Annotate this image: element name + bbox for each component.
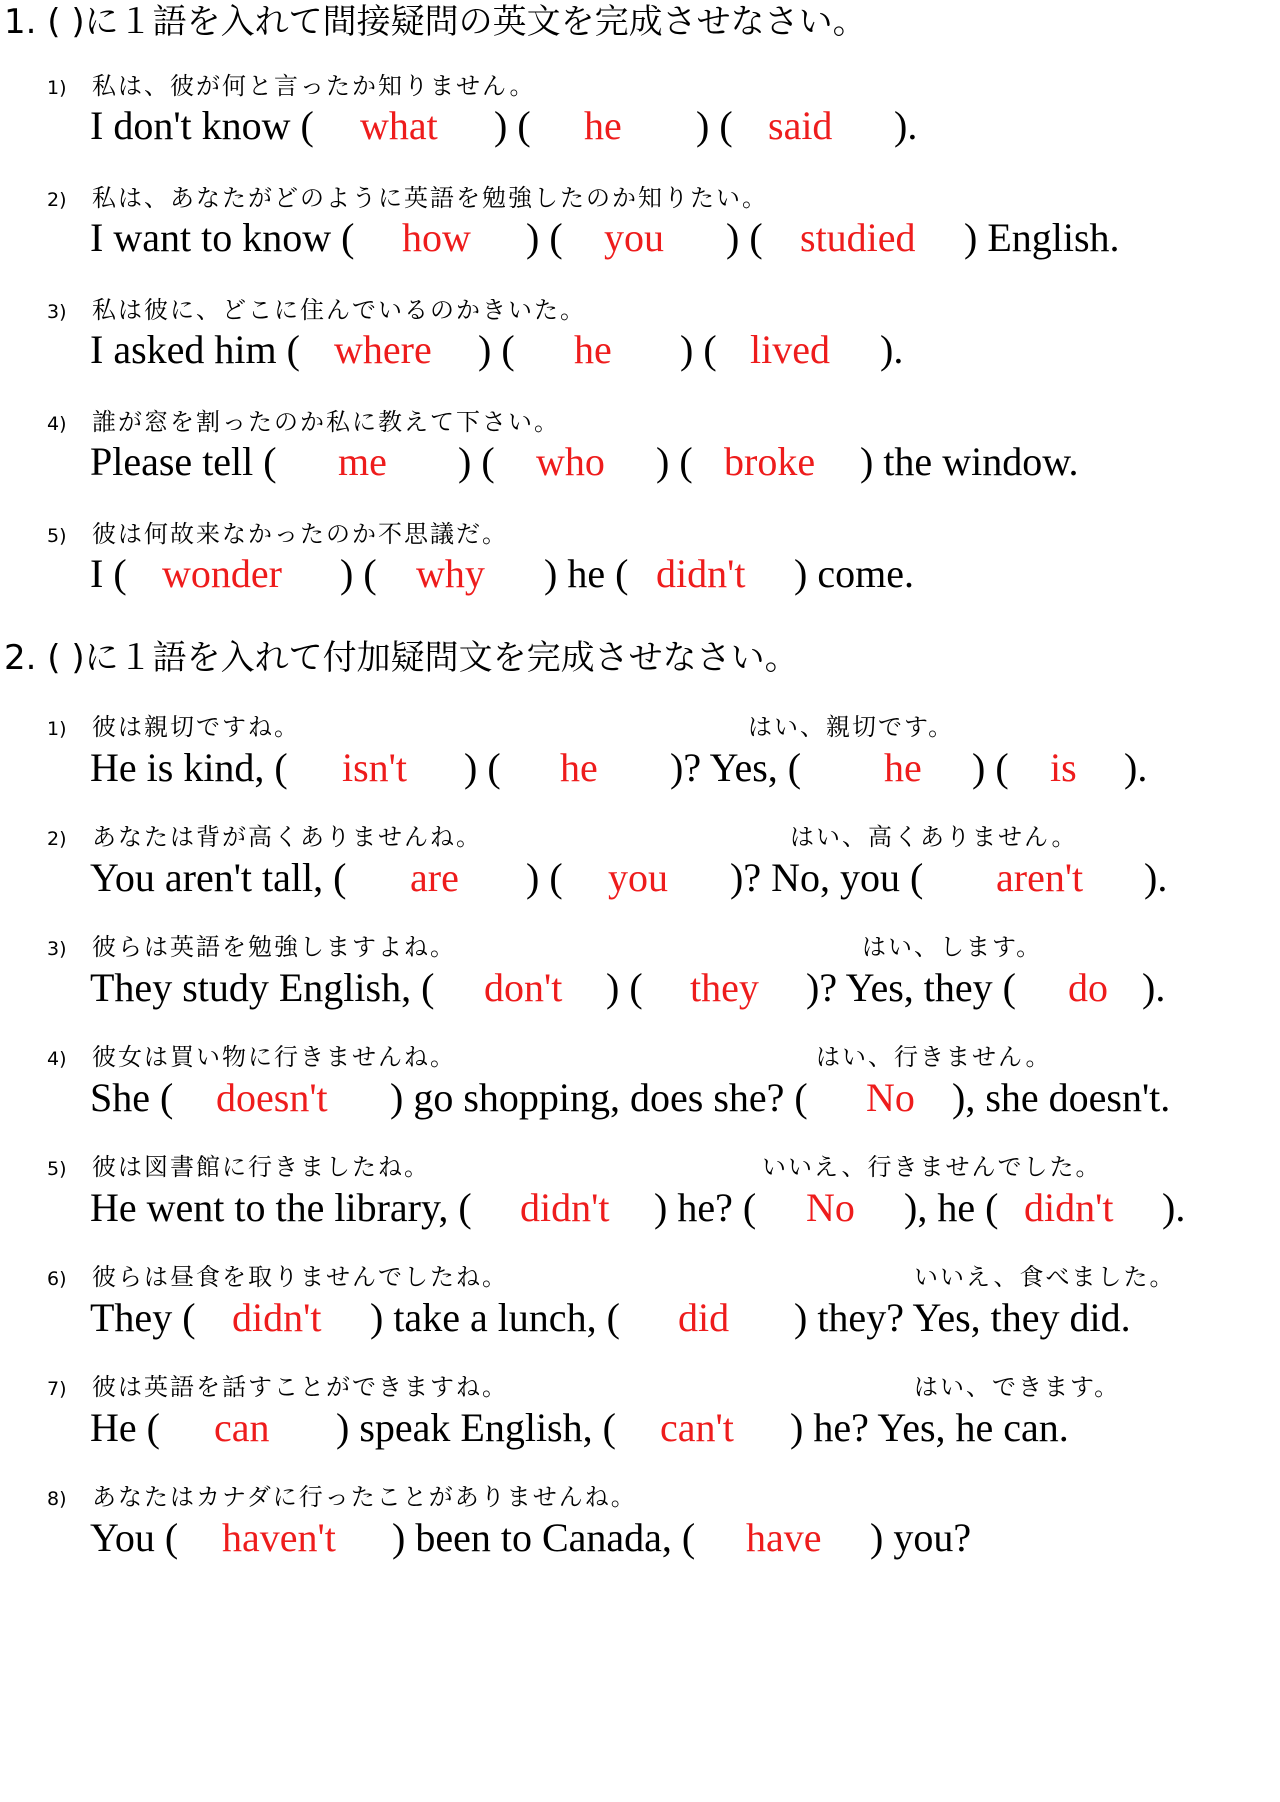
japanese-prompt: 私は彼に、どこに住んでいるのかきいた。 [92, 296, 586, 324]
item-number: 3) [47, 938, 67, 960]
sentence-text: ) ( [670, 327, 727, 372]
answer-word: they [690, 965, 759, 1010]
item-number: 1) [47, 77, 67, 99]
sentence-text: ) ( [330, 551, 387, 596]
sentence-text: I asked him ( [90, 327, 310, 372]
answer-word: can't [660, 1405, 734, 1450]
item-number: 7) [47, 1378, 67, 1400]
sentence-text: ) ( [596, 965, 653, 1010]
english-sentence [90, 1514, 972, 1802]
sentence-text: They ( [90, 1295, 206, 1340]
answer-word: haven't [222, 1515, 336, 1560]
japanese-prompt: 彼は親切ですね。 [92, 713, 300, 741]
answer-word: me [338, 439, 387, 484]
answer-word: didn't [232, 1295, 322, 1340]
answer-word: he [884, 745, 922, 790]
answer-word: why [416, 551, 485, 596]
sentence-text: ) ( [716, 215, 773, 260]
answer-word: broke [724, 439, 816, 484]
japanese-prompt: 彼は英語を話すことができますね。 [92, 1373, 508, 1401]
answer-word: No [806, 1185, 855, 1230]
sentence-text: )? Yes, ( [660, 745, 812, 790]
japanese-prompt: 彼らは英語を勉強しますよね。 [92, 933, 456, 961]
item-number: 5) [47, 525, 67, 547]
sentence-text: ) speak English, ( [326, 1405, 626, 1450]
sentence-text: ). [1134, 855, 1168, 900]
answer-word: where [334, 327, 432, 372]
sentence-text: ). [1114, 745, 1148, 790]
answer-word: doesn't [216, 1075, 328, 1120]
sentence-text: ) ( [646, 439, 703, 484]
answer-word: isn't [342, 745, 407, 790]
item-number: 2) [47, 189, 67, 211]
sentence-text: I want to know ( [90, 215, 365, 260]
sentence-text: I ( [90, 551, 137, 596]
answer-word: have [746, 1515, 822, 1560]
sentence-text: ) the window. [850, 439, 1079, 484]
item-number: 1) [47, 718, 67, 740]
sentence-text: ) ( [516, 215, 573, 260]
answer-word: can [214, 1405, 270, 1450]
sentence-text: He ( [90, 1405, 170, 1450]
sentence-text: You ( [90, 1515, 189, 1560]
sentence-text: ). [1152, 1185, 1186, 1230]
sentence-text: ). [884, 103, 918, 148]
answer-word: is [1050, 745, 1077, 790]
japanese-answer-prompt: はい、行きません。 [816, 1043, 1052, 1071]
sentence-text: ) he? ( [644, 1185, 767, 1230]
answer-word: he [584, 103, 622, 148]
sentence-text: ) he ( [534, 551, 639, 596]
answer-word: studied [800, 215, 916, 260]
japanese-answer-prompt: はい、親切です。 [748, 713, 955, 741]
japanese-answer-prompt: いいえ、行きませんでした。 [762, 1153, 1102, 1181]
answer-word: said [768, 103, 833, 148]
sentence-text: ) ( [484, 103, 541, 148]
sentence-text: ) ( [962, 745, 1019, 790]
japanese-prompt: 彼女は買い物に行きませんね。 [92, 1043, 456, 1071]
japanese-prompt: 彼は何故来なかったのか不思議だ。 [92, 520, 508, 548]
sentence-text: ) you? [860, 1515, 972, 1560]
item-number: 2) [47, 828, 67, 850]
sentence-text: ), he ( [894, 1185, 1009, 1230]
item-number: 4) [47, 1048, 67, 1070]
japanese-prompt: 私は、あなたがどのように英語を勉強したのか知りたい。 [92, 184, 768, 212]
sentence-text: ) go shopping, does she? ( [380, 1075, 818, 1120]
answer-word: what [360, 103, 438, 148]
japanese-prompt: 私は、彼が何と言ったか知りません。 [92, 72, 536, 100]
answer-word: No [866, 1075, 915, 1120]
sentence-text: ). [870, 327, 904, 372]
answer-word: how [402, 215, 471, 260]
japanese-prompt: あなたは背が高くありませんね。 [92, 823, 482, 851]
sentence-text: I don't know ( [90, 103, 324, 148]
answer-word: didn't [656, 551, 746, 596]
japanese-answer-prompt: はい、します。 [862, 933, 1043, 961]
sentence-text: ) ( [686, 103, 743, 148]
sentence-text: He is kind, ( [90, 745, 298, 790]
sentence-text: ) ( [454, 745, 511, 790]
japanese-prompt: 誰が窓を割ったのか私に教えて下さい。 [92, 408, 560, 436]
answer-word: who [536, 439, 605, 484]
sentence-text: ) take a lunch, ( [360, 1295, 630, 1340]
sentence-text: ) English. [954, 215, 1120, 260]
sentence-text: ) ( [468, 327, 525, 372]
answer-word: didn't [1024, 1185, 1114, 1230]
section-1-title: 1. ( )に１語を入れて間接疑問の英文を完成させなさい。 [4, 2, 867, 42]
answer-word: don't [484, 965, 563, 1010]
sentence-text: ) ( [448, 439, 505, 484]
japanese-answer-prompt: はい、高くありません。 [790, 823, 1078, 851]
sentence-text: She ( [90, 1075, 184, 1120]
sentence-text: ). [1132, 965, 1166, 1010]
answer-word: lived [750, 327, 830, 372]
japanese-prompt: 彼は図書館に行きましたね。 [92, 1153, 430, 1181]
sentence-text: ) been to Canada, ( [382, 1515, 706, 1560]
sentence-text: )? No, you ( [720, 855, 934, 900]
answer-word: didn't [520, 1185, 610, 1230]
sentence-text: ), she doesn't. [942, 1075, 1171, 1120]
answer-word: did [678, 1295, 730, 1340]
answer-word: you [604, 215, 664, 260]
item-number: 4) [47, 413, 67, 435]
section-2-title: 2. ( )に１語を入れて付加疑問文を完成させなさい。 [4, 638, 799, 678]
item-number: 8) [47, 1488, 67, 1510]
answer-word: he [560, 745, 598, 790]
answer-word: aren't [996, 855, 1084, 900]
sentence-text: ) ( [516, 855, 573, 900]
japanese-prompt: 彼らは昼食を取りませんでしたね。 [92, 1263, 508, 1291]
item-number: 3) [47, 301, 67, 323]
answer-word: he [574, 327, 612, 372]
sentence-text: )? Yes, they ( [796, 965, 1026, 1010]
sentence-text: You aren't tall, ( [90, 855, 357, 900]
answer-word: you [608, 855, 668, 900]
item-number: 6) [47, 1268, 67, 1290]
sentence-text: He went to the library, ( [90, 1185, 482, 1230]
sentence-text: ) they? Yes, they did. [784, 1295, 1131, 1340]
answer-word: are [410, 855, 459, 900]
sentence-text: They study English, ( [90, 965, 445, 1010]
japanese-prompt: あなたはカナダに行ったことがありませんね。 [92, 1483, 637, 1511]
japanese-answer-prompt: はい、できます。 [914, 1373, 1121, 1401]
sentence-text: ) come. [784, 551, 914, 596]
answer-word: wonder [162, 551, 282, 596]
japanese-answer-prompt: いいえ、食べました。 [914, 1263, 1176, 1291]
item-number: 5) [47, 1158, 67, 1180]
sentence-text: ) he? Yes, he can. [780, 1405, 1069, 1450]
sentence-text: Please tell ( [90, 439, 287, 484]
answer-word: do [1068, 965, 1108, 1010]
